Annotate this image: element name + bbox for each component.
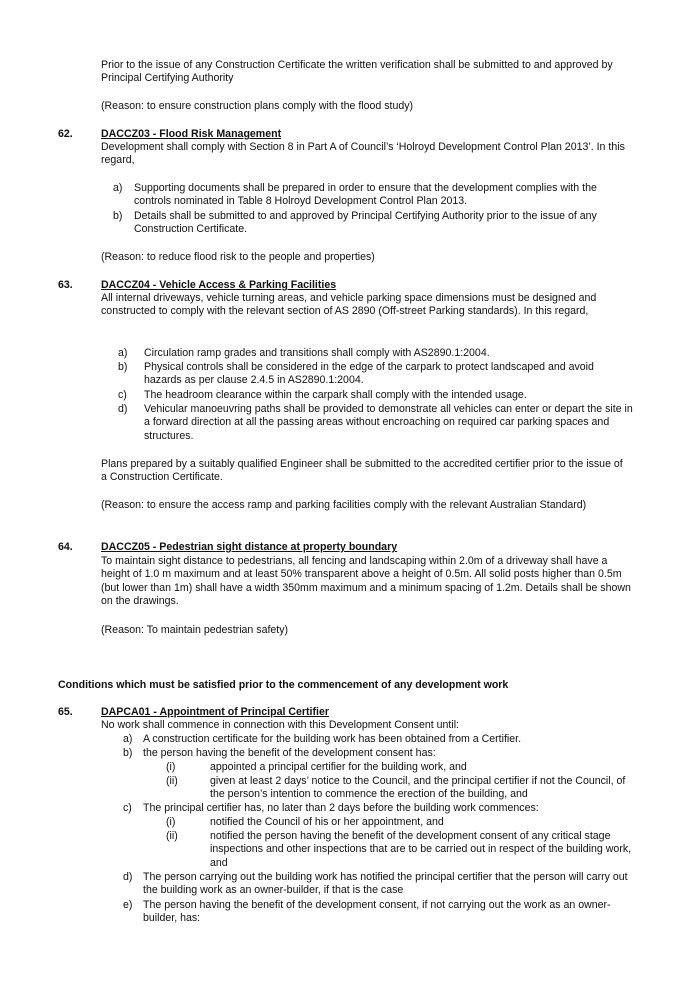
- sublist-label: (i): [166, 816, 176, 828]
- condition-number: 64.: [58, 541, 73, 553]
- sublist-item: appointed a principal certifier for the building work, and: [210, 761, 467, 773]
- list-item: Details shall be submitted to and approved by Principal Certifying Authority prior to the issue of any Construction Certificate.: [134, 210, 597, 236]
- reason-text: (Reason: to ensure the access ramp and parking facilities comply with the relevant Australian Standard): [101, 499, 587, 511]
- list-label: a): [113, 182, 123, 194]
- list-label: d): [118, 403, 128, 415]
- condition-number: 62.: [58, 128, 73, 140]
- sublist-label: (ii): [166, 775, 178, 787]
- sublist-item: notified the Council of his or her appointment, and: [210, 816, 444, 828]
- list-label: d): [123, 871, 133, 883]
- list-label: a): [123, 733, 133, 745]
- condition-heading: DACCZ05 - Pedestrian sight distance at property boundary: [101, 541, 398, 553]
- condition-heading: DACCZ03 - Flood Risk Management: [101, 128, 282, 140]
- condition-intro: Development shall comply with Section 8 in Part A of Council’s ‘Holroyd Development Control Plan 2013’. In this regard,: [101, 141, 625, 167]
- list-item: Physical controls shall be considered in the edge of the carpark to protect landscaped and avoid hazards as per clause 2.4.5 in AS2890.1:2004.: [144, 361, 594, 387]
- list-item: the person having the benefit of the development consent has:: [143, 747, 436, 759]
- list-item: The person having the benefit of the development consent, if not carrying out the work as an owner-builder, has:: [143, 899, 611, 925]
- list-label: b): [123, 747, 133, 759]
- condition-intro: All internal driveways, vehicle turning areas, and vehicle parking space dimensions must be designed and constructed to comply with the relevant section of AS 2890 (Off-street Parking standards). In this regard,: [101, 292, 597, 318]
- sublist-item: notified the person having the benefit of the development consent of any critical stage inspections and other inspections that are to be carried out in respect of the building work, and: [210, 830, 632, 869]
- paragraph-verification: Prior to the issue of any Construction Certificate the written verification shall be submitted to and approved by Principal Certifying Authority: [101, 59, 613, 85]
- condition-body: To maintain sight distance to pedestrians, all fencing and landscaping within 2.0m of a driveway shall have a height of 1.0 m maximum and at least 50% transparent above a height of 0.5m. All solid posts higher than 0.5m (but lower than 1m) shall have a width 350mm maximum and a minimum spacing of 1.2m. Details shall be shown on the drawings.: [101, 555, 631, 608]
- list-item: A construction certificate for the building work has been obtained from a Certifier.: [143, 733, 522, 745]
- list-item: Circulation ramp grades and transitions shall comply with AS2890.1:2004.: [144, 347, 490, 359]
- list-item: Supporting documents shall be prepared in order to ensure that the development complies with the controls nominated in Table 8 Holroyd Development Control Plan 2013.: [134, 182, 597, 208]
- list-label: b): [118, 361, 128, 373]
- list-item: The person carrying out the building work has notified the principal certifier that the person will carry out the building work as an owner-builder, if that is the case: [143, 871, 628, 897]
- list-label: c): [118, 389, 127, 401]
- list-label: c): [123, 802, 132, 814]
- list-label: a): [118, 347, 128, 359]
- condition-number: 65.: [58, 706, 73, 718]
- condition-intro: No work shall commence in connection with this Development Consent until:: [101, 719, 460, 731]
- reason-text: (Reason: to ensure construction plans comply with the flood study): [101, 100, 414, 112]
- reason-text: (Reason: To maintain pedestrian safety): [101, 624, 289, 636]
- sublist-label: (ii): [166, 830, 178, 842]
- list-item: Vehicular manoeuvring paths shall be provided to demonstrate all vehicles can enter or depart the site in a forward direction at all the passing areas without encroaching on required car parking spaces and structures.: [144, 403, 633, 442]
- plans-paragraph: Plans prepared by a suitably qualified Engineer shall be submitted to the accredited certifier prior to the issue of a Construction Certificate.: [101, 458, 623, 484]
- list-label: e): [123, 899, 133, 911]
- condition-number: 63.: [58, 279, 73, 291]
- section-heading: Conditions which must be satisfied prior to the commencement of any development work: [58, 679, 509, 691]
- list-item: The headroom clearance within the carpark shall comply with the intended usage.: [144, 389, 527, 401]
- sublist-label: (i): [166, 761, 176, 773]
- list-item: The principal certifier has, no later than 2 days before the building work commences:: [143, 802, 539, 814]
- sublist-item: given at least 2 days’ notice to the Council, and the principal certifier if not the Council, of the person’s intention to commence the erection of the building, and: [210, 775, 626, 801]
- condition-heading: DAPCA01 - Appointment of Principal Certifier: [101, 706, 329, 718]
- reason-text: (Reason: to reduce flood risk to the people and properties): [101, 251, 375, 263]
- list-label: b): [113, 210, 123, 222]
- condition-heading: DACCZ04 - Vehicle Access & Parking Facilities: [101, 279, 337, 291]
